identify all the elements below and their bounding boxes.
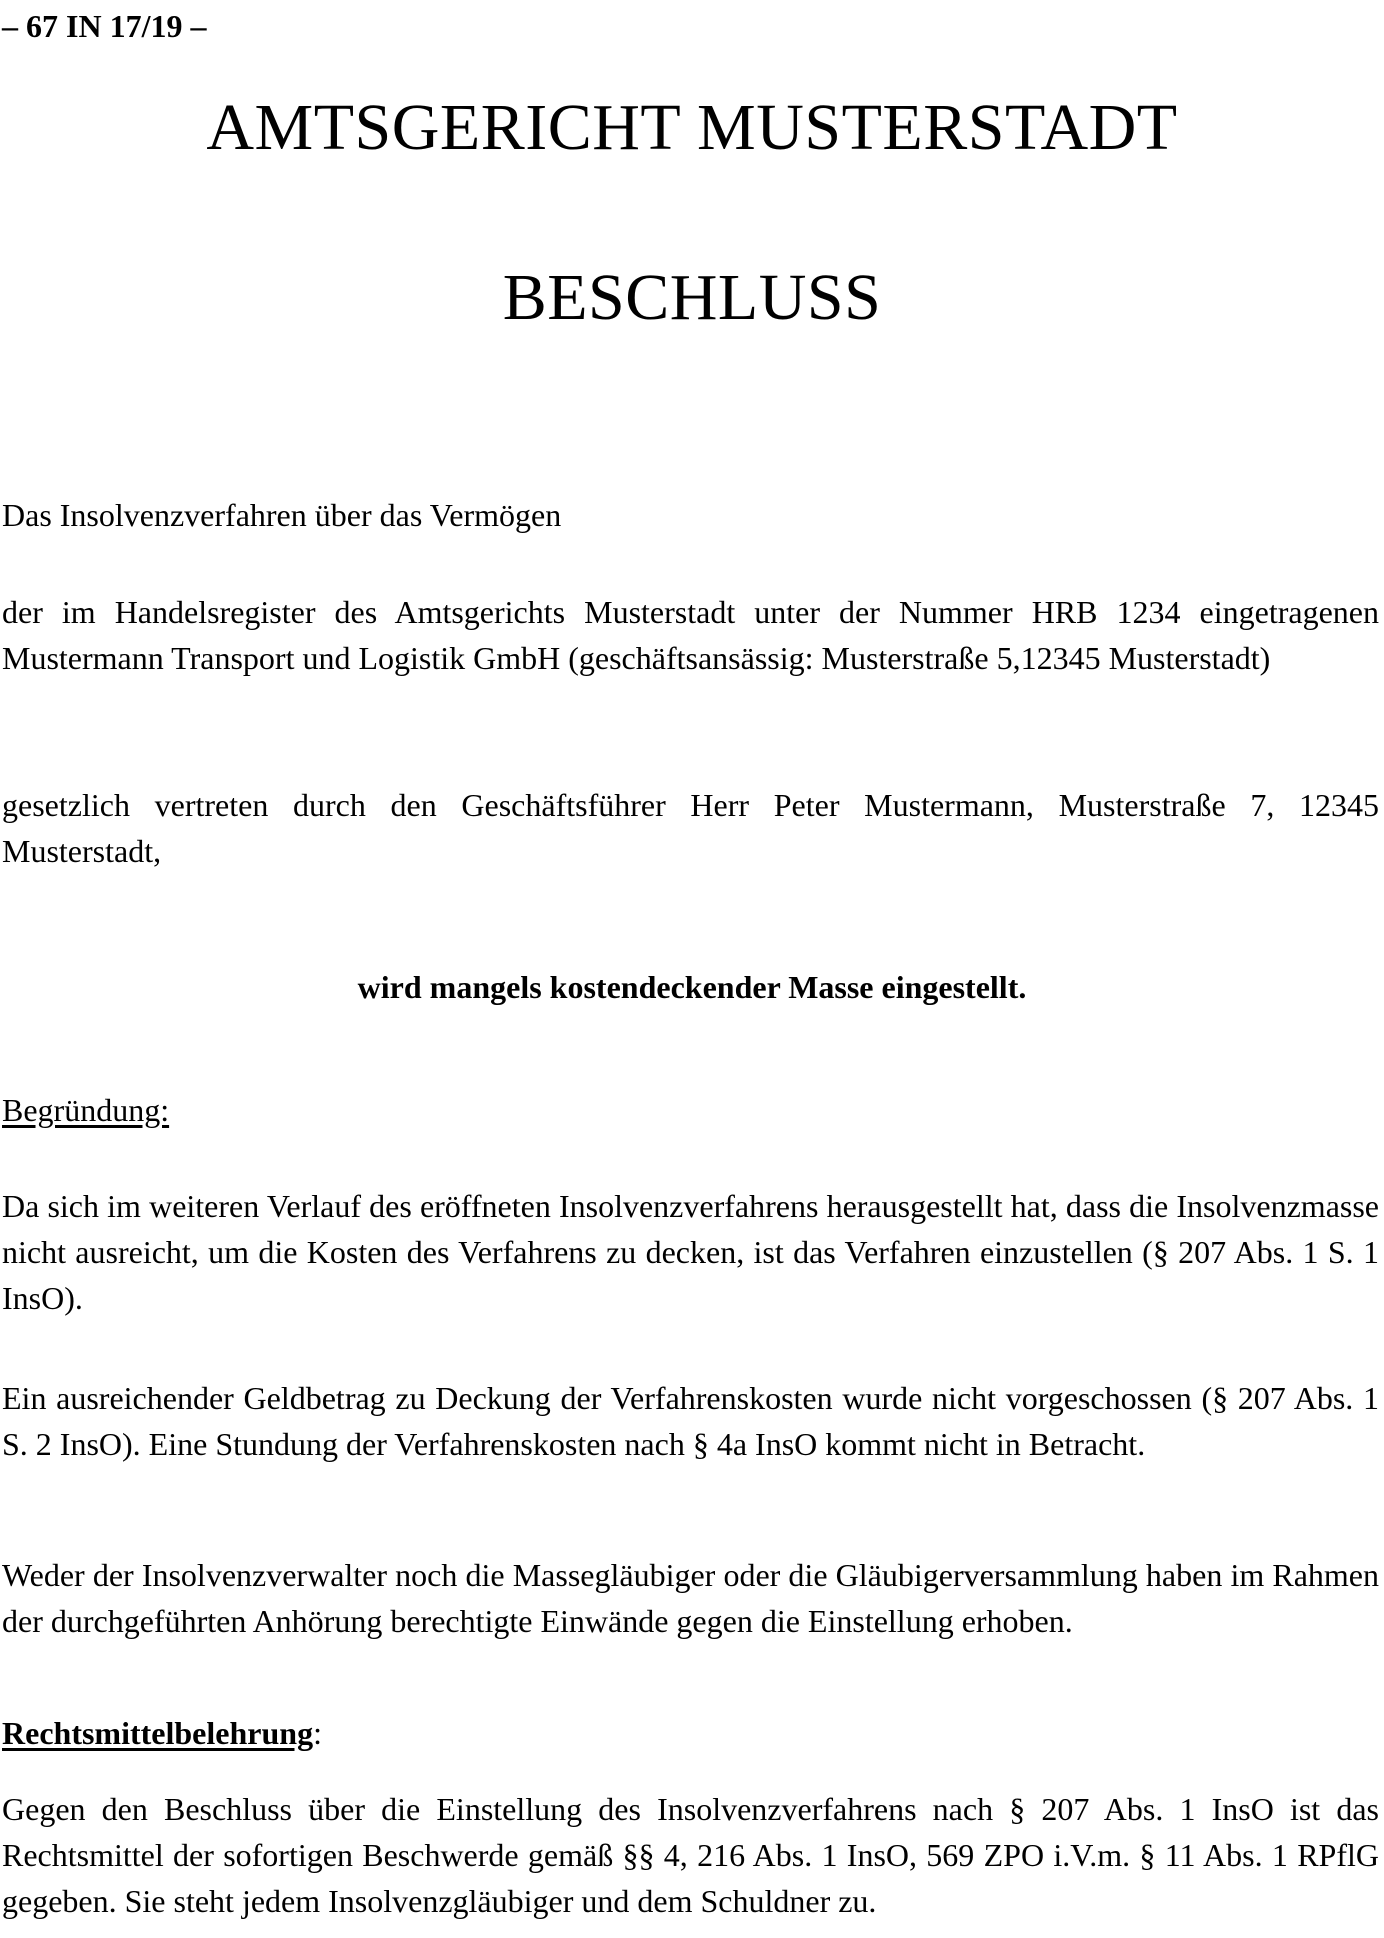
remedy-heading: Rechtsmittelbelehrung xyxy=(2,1715,314,1751)
intro-paragraph: Das Insolvenzverfahren über das Vermögen xyxy=(2,497,562,533)
court-name: AMTSGERICHT MUSTERSTADT xyxy=(206,91,1178,164)
case-reference: – 67 IN 17/19 – xyxy=(2,8,207,44)
reasoning-paragraph-2: Ein ausreichender Geldbetrag zu Deckung der Verfahrenskosten wurde nicht vorgeschossen (§ 207 Abs. 1 S. 2 InsO). Eine Stundung der Verfahrenskosten nach § 4a InsO kommt nicht in Betracht. xyxy=(2,1380,1379,1462)
reasoning-heading: Begründung: xyxy=(2,1092,170,1128)
reasoning-paragraph-1: Da sich im weiteren Verlauf des eröffneten Insolvenzverfahrens herausgestellt hat, dass die Insolvenzmasse nicht ausreicht, um die Kosten des Verfahrens zu decken, ist das Verfahren einzustellen (§ 207 Abs. 1 S. 1 InsO). xyxy=(2,1188,1379,1316)
reasoning-paragraph-3: Weder der Insolvenzverwalter noch die Massegläubiger oder die Gläubigerversammlung haben im Rahmen der durchgeführten Anhörung berechtigte Einwände gegen die Einstellung erhoben. xyxy=(2,1557,1379,1639)
document-title: BESCHLUSS xyxy=(502,261,882,334)
representative-paragraph: gesetzlich vertreten durch den Geschäftsführer Herr Peter Mustermann, Musterstraße 7, 12345 Musterstadt, xyxy=(2,787,1379,869)
debtor-paragraph: der im Handelsregister des Amtsgerichts Musterstadt unter der Nummer HRB 1234 eingetragenen Mustermann Transport und Logistik GmbH (geschäftsansässig: Musterstraße 5,12345 Musterstadt) xyxy=(2,594,1379,676)
remedy-heading-colon: : xyxy=(313,1715,322,1751)
remedy-paragraph: Gegen den Beschluss über die Einstellung des Insolvenzverfahrens nach § 207 Abs. 1 InsO ist das Rechtsmittel der sofortigen Beschwerde gemäß §§ 4, 216 Abs. 1 InsO, 569 ZPO i.V.m. § 11 Abs. 1 RPflG gegeben. Sie steht jedem Insolvenzgläubiger und dem Schuldner zu. xyxy=(2,1791,1379,1919)
remedy-heading-line xyxy=(2,1710,322,1756)
verdict-statement: wird mangels kostendeckender Masse eingestellt. xyxy=(357,969,1027,1005)
